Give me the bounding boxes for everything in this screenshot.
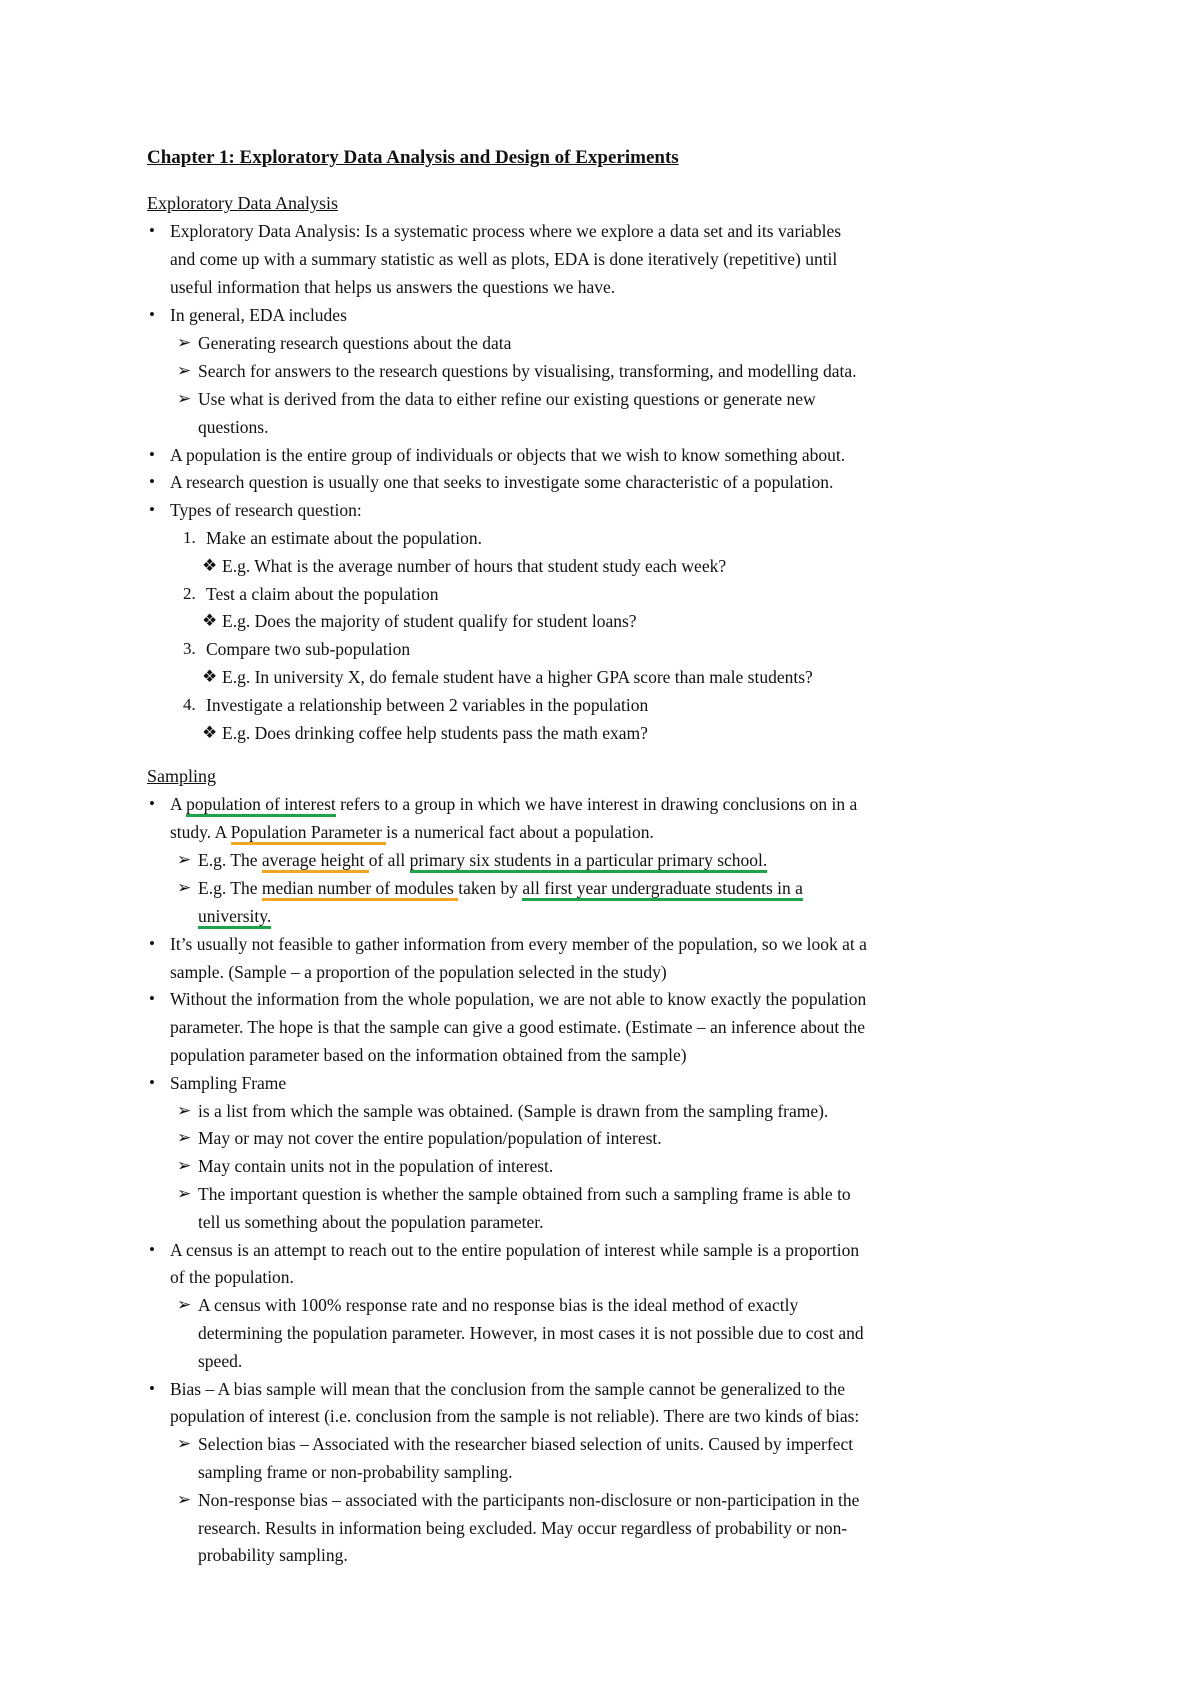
bullet-marker: •	[149, 794, 155, 813]
arrow-marker: ➢	[177, 1434, 192, 1453]
highlight-green: university.	[198, 906, 271, 929]
list-number: 2.	[183, 584, 196, 603]
text-line: Investigate a relationship between 2 variables in the population	[206, 695, 649, 715]
highlight-green: population of interest	[186, 794, 336, 817]
text-line: is a list from which the sample was obtained. (Sample is drawn from the sampling frame).	[198, 1101, 829, 1121]
arrow-marker: ➢	[177, 1101, 192, 1120]
text-line: research. Results in information being excluded. May occur regardless of probability or non-	[198, 1518, 848, 1538]
arrow-marker: ➢	[177, 1490, 192, 1509]
diamond-marker: ❖	[202, 556, 218, 575]
bullet-marker: •	[149, 989, 155, 1008]
text-line: sample. (Sample – a proportion of the population selected in the study)	[170, 962, 667, 982]
section-heading-sampling: Sampling	[147, 766, 217, 786]
text-line: A research question is usually one that seeks to investigate some characteristic of a population.	[170, 472, 834, 492]
text-line: In general, EDA includes	[170, 305, 347, 325]
text-line: May or may not cover the entire population/population of interest.	[198, 1128, 662, 1148]
text-line: determining the population parameter. However, in most cases it is not possible due to cost and	[198, 1323, 864, 1343]
text-line: A census is an attempt to reach out to the entire population of interest while sample is a proportion	[170, 1240, 860, 1260]
diamond-marker: ❖	[202, 611, 218, 630]
text-line: E.g. The average height of all primary six students in a particular primary school.	[198, 849, 767, 871]
arrow-marker: ➢	[177, 878, 192, 897]
text-line: Use what is derived from the data to either refine our existing questions or generate new	[198, 389, 816, 409]
text-line: E.g. Does the majority of student qualify for student loans?	[222, 611, 637, 631]
text-line: sampling frame or non-probability sampling.	[198, 1462, 513, 1482]
text-line: Generating research questions about the data	[198, 333, 512, 353]
arrow-marker: ➢	[177, 1156, 192, 1175]
list-number: 1.	[183, 528, 196, 547]
text-line: E.g. Does drinking coffee help students pass the math exam?	[222, 723, 648, 743]
text-line: May contain units not in the population of interest.	[198, 1156, 554, 1176]
bullet-marker: •	[149, 1379, 155, 1398]
arrow-marker: ➢	[177, 389, 192, 408]
arrow-marker: ➢	[177, 1295, 192, 1314]
text-line: probability sampling.	[198, 1545, 348, 1565]
highlight-orange: median number of modules	[262, 878, 458, 901]
text-line: A population of interest refers to a group in which we have interest in drawing conclusions on in a	[170, 793, 857, 815]
section-heading-eda: Exploratory Data Analysis	[147, 193, 338, 213]
bullet-marker: •	[149, 305, 155, 324]
text-line: Bias – A bias sample will mean that the conclusion from the sample cannot be generalized to the	[170, 1379, 846, 1399]
arrow-marker: ➢	[177, 361, 192, 380]
text-line: useful information that helps us answers the questions we have.	[170, 277, 616, 297]
text-line: Types of research question:	[170, 500, 362, 520]
text-line: of the population.	[170, 1267, 294, 1287]
bullet-marker: •	[149, 221, 155, 240]
text-line: Without the information from the whole population, we are not able to know exactly the population	[170, 989, 867, 1009]
text-line: population parameter based on the information obtained from the sample)	[170, 1045, 687, 1065]
text-line: study. A Population Parameter is a numerical fact about a population.	[170, 821, 654, 843]
list-number: 4.	[183, 695, 196, 714]
text-line: Make an estimate about the population.	[206, 528, 483, 548]
text-line: Exploratory Data Analysis: Is a systematic process where we explore a data set and its variables	[170, 221, 842, 241]
text-line: tell us something about the population parameter.	[198, 1212, 544, 1232]
page-title: Chapter 1: Exploratory Data Analysis and Design of Experiments	[147, 147, 679, 168]
highlight-green: primary six students in a particular primary school.	[410, 850, 768, 873]
text-line: E.g. In university X, do female student have a higher GPA score than male students?	[222, 667, 813, 687]
text-line: E.g. The median number of modules taken by all first year undergraduate students in a	[198, 877, 803, 899]
arrow-marker: ➢	[177, 333, 192, 352]
highlight-orange: Population Parameter	[231, 822, 387, 845]
text-line	[198, 905, 271, 927]
text-line: Non-response bias – associated with the participants non-disclosure or non-participation in the	[198, 1490, 860, 1510]
bullet-marker: •	[149, 472, 155, 491]
text-line: Search for answers to the research questions by visualising, transforming, and modelling data.	[198, 361, 857, 381]
highlight-orange: average height	[262, 850, 369, 873]
bullet-marker: •	[149, 445, 155, 464]
text-line: The important question is whether the sample obtained from such a sampling frame is able to	[198, 1184, 851, 1204]
arrow-marker: ➢	[177, 850, 192, 869]
text-line: Selection bias – Associated with the researcher biased selection of units. Caused by imperfect	[198, 1434, 854, 1454]
bullet-marker: •	[149, 500, 155, 519]
text-line: speed.	[198, 1351, 243, 1371]
arrow-marker: ➢	[177, 1184, 192, 1203]
text-line: Sampling Frame	[170, 1073, 287, 1093]
text-line: It’s usually not feasible to gather information from every member of the population, so we look at a	[170, 934, 867, 954]
arrow-marker: ➢	[177, 1128, 192, 1147]
list-number: 3.	[183, 639, 196, 658]
text-line: population of interest (i.e. conclusion from the sample is not reliable). There are two kinds of bias:	[170, 1406, 860, 1426]
highlight-green: all first year undergraduate students in a	[522, 878, 803, 901]
text-line: parameter. The hope is that the sample can give a good estimate. (Estimate – an inference about the	[170, 1017, 866, 1037]
text-line: A population is the entire group of individuals or objects that we wish to know something about.	[170, 445, 846, 465]
text-line: questions.	[198, 417, 269, 437]
bullet-marker: •	[149, 1073, 155, 1092]
bullet-marker: •	[149, 934, 155, 953]
text-line: Test a claim about the population	[206, 584, 439, 604]
diamond-marker: ❖	[202, 723, 218, 742]
bullet-marker: •	[149, 1240, 155, 1259]
text-line: A census with 100% response rate and no response bias is the ideal method of exactly	[198, 1295, 799, 1315]
text-line: Compare two sub-population	[206, 639, 411, 659]
diamond-marker: ❖	[202, 667, 218, 686]
text-line: and come up with a summary statistic as well as plots, EDA is done iteratively (repetitive) until	[170, 249, 838, 269]
text-line: E.g. What is the average number of hours that student study each week?	[222, 556, 727, 576]
